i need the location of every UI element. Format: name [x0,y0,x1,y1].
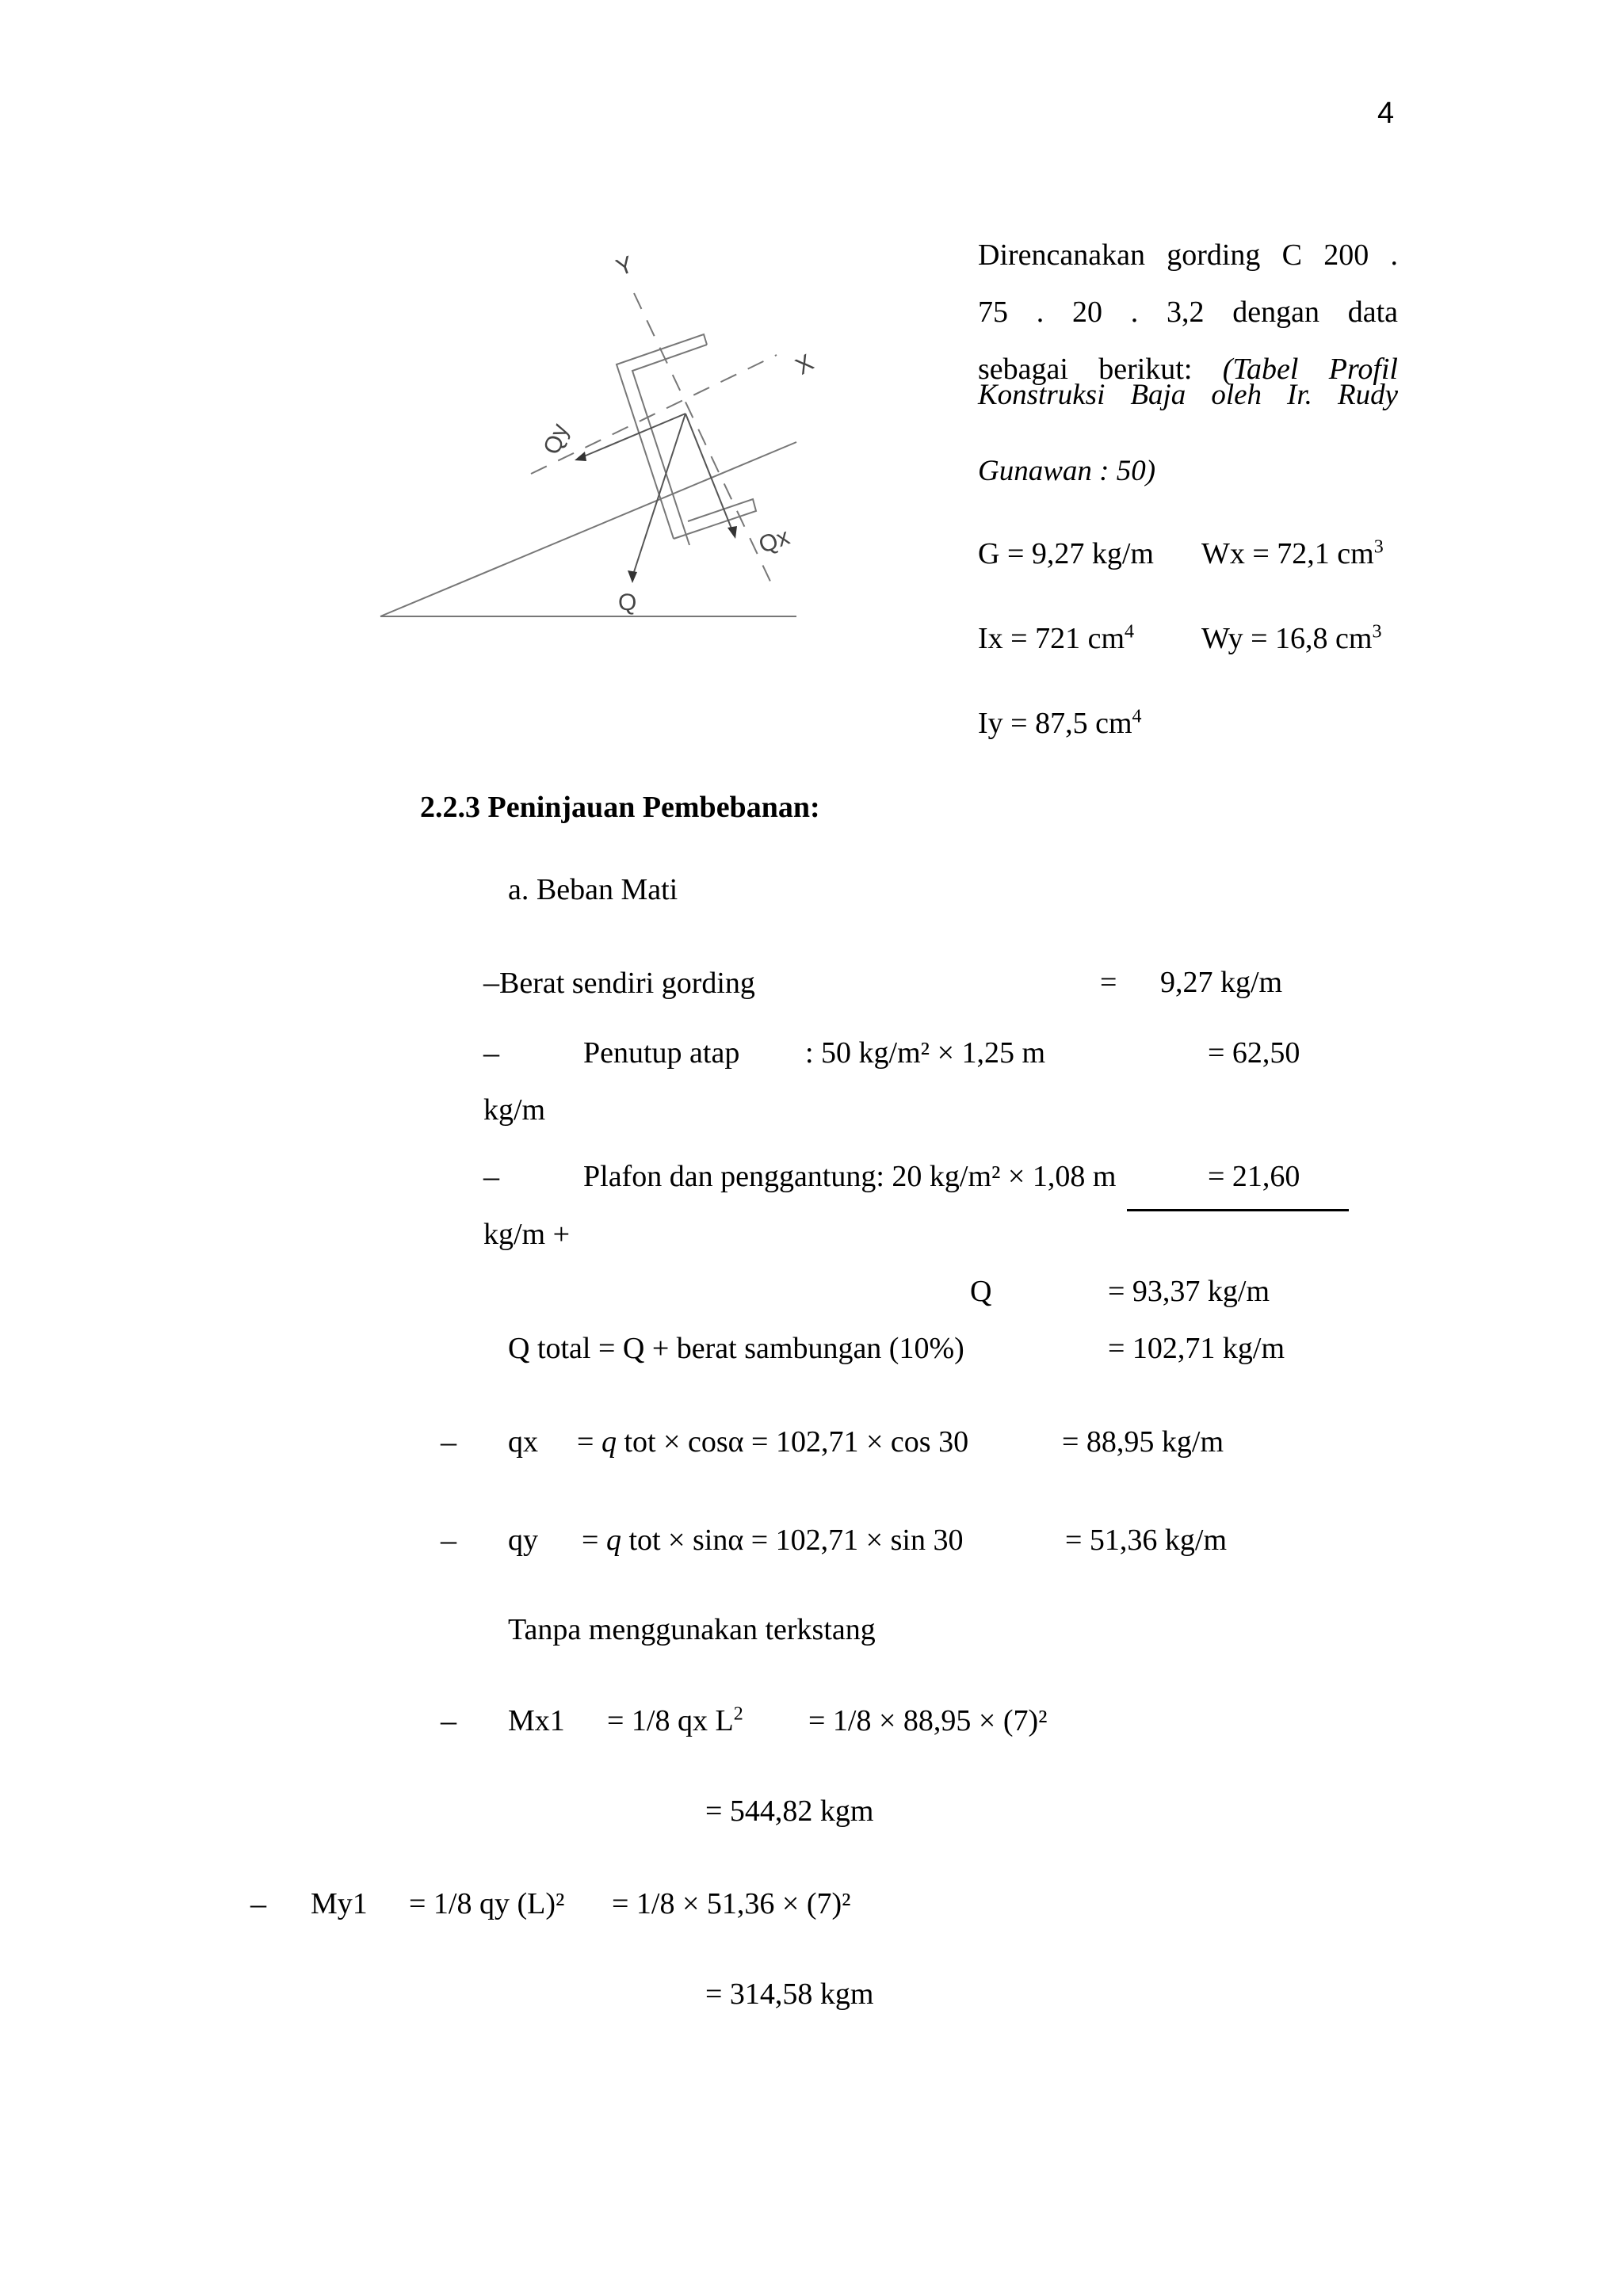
intro-line-4: Konstruksi Baja oleh Ir. Rudy [978,379,1398,411]
mx1-calc: = 1/8 × 88,95 × (7)² [808,1704,1048,1737]
subheading-beban-mati: a. Beban Mati [508,873,678,906]
moment-note: Tanpa menggunakan terkstang [508,1613,876,1646]
q-total-label: Q total = Q + berat sambungan (10%) [508,1332,964,1365]
reference-start: (Tabel Profil [1222,353,1398,386]
load-row-berat: –Berat sendiri gording [483,964,755,1000]
load-row-penutup-calc: : 50 kg/m² × 1,25 m [805,1036,1046,1070]
sum-rule [1127,1209,1349,1211]
mx1-label: Mx1 [508,1704,565,1737]
axis-x-label: X [791,349,819,380]
load-row-plafon-unit: kg/m + [483,1218,571,1251]
qx-dash: – [441,1424,456,1459]
purlin-load-diagram [365,238,840,634]
qy-dash: – [441,1522,456,1558]
prop-wx: Wx = 72,1 $cm^3$ [1201,536,1384,570]
my1-formula: = 1/8 qy (L)² [409,1887,565,1920]
intro-line-3: sebagai berikut: (Tabel Profil [978,353,1398,386]
load-row-penutup-value: = 62,50 [1208,1036,1300,1070]
intro-line-2: 75 . 20 . 3,2 dengan data [978,296,1398,329]
load-row-penutup-dash: – [483,1035,499,1070]
my1-dash: – [250,1886,266,1921]
intro-reference [978,369,1398,421]
load-row-plafon-dash: – [483,1158,499,1194]
q-total-value: = 102,71 kg/m [1108,1332,1285,1365]
q-sum-label: Q [970,1275,992,1308]
qx-value: = 88,95 kg/m [1062,1425,1224,1459]
q-label: Q [618,589,637,616]
page-number: 4 [1377,97,1395,130]
load-row-berat-eq: = [1100,966,1117,999]
load-row-berat-value: 9,27 kg/m [1160,966,1283,999]
qy-label: qy [508,1524,538,1557]
prop-g: G = 9,27 kg/m [978,537,1154,570]
mx1-dash: – [441,1703,456,1738]
intro-line-5: Gunawan : 50) [978,455,1156,487]
intro-line-1: Direncanakan gording C 200 . [978,238,1398,272]
load-row-penutup-unit: kg/m [483,1093,546,1127]
my1-result: = 314,58 kgm [705,1978,874,2011]
qy-equation: = q tot × sinα = 102,71 × sin 30 [582,1524,964,1557]
qx-label: Qx [755,523,793,559]
qy-label: Qy [538,420,574,458]
axis-y-label: Y [613,251,637,282]
my1-calc: = 1/8 × 51,36 × (7)² [612,1887,851,1920]
qx-label: qx [508,1425,538,1459]
load-row-plafon-label: Plafon dan penggantung: 20 kg/m² × 1,08 m [583,1160,1117,1193]
section-heading: 2.2.3 Peninjauan Pembebanan: [420,791,820,824]
qy-value: = 51,36 kg/m [1065,1524,1228,1557]
prop-iy: Iy = 87,5 $cm^4$ [978,706,1142,740]
my1-label: My1 [311,1887,368,1920]
load-row-plafon-value: = 21,60 [1208,1160,1300,1193]
prop-wy: Wy = 16,8 $cm^3$ [1201,621,1382,655]
qx-equation: = q tot × cosα = 102,71 × cos 30 [577,1425,969,1459]
mx1-result: = 544,82 kgm [705,1794,874,1828]
q-sum-value: = 93,37 kg/m [1108,1275,1270,1308]
mx1-formula: = 1/8 qx $L^2$ [607,1703,743,1737]
load-row-penutup-label: Penutup atap [583,1036,740,1070]
prop-ix: Ix = 721 $cm^4$ [978,621,1135,655]
